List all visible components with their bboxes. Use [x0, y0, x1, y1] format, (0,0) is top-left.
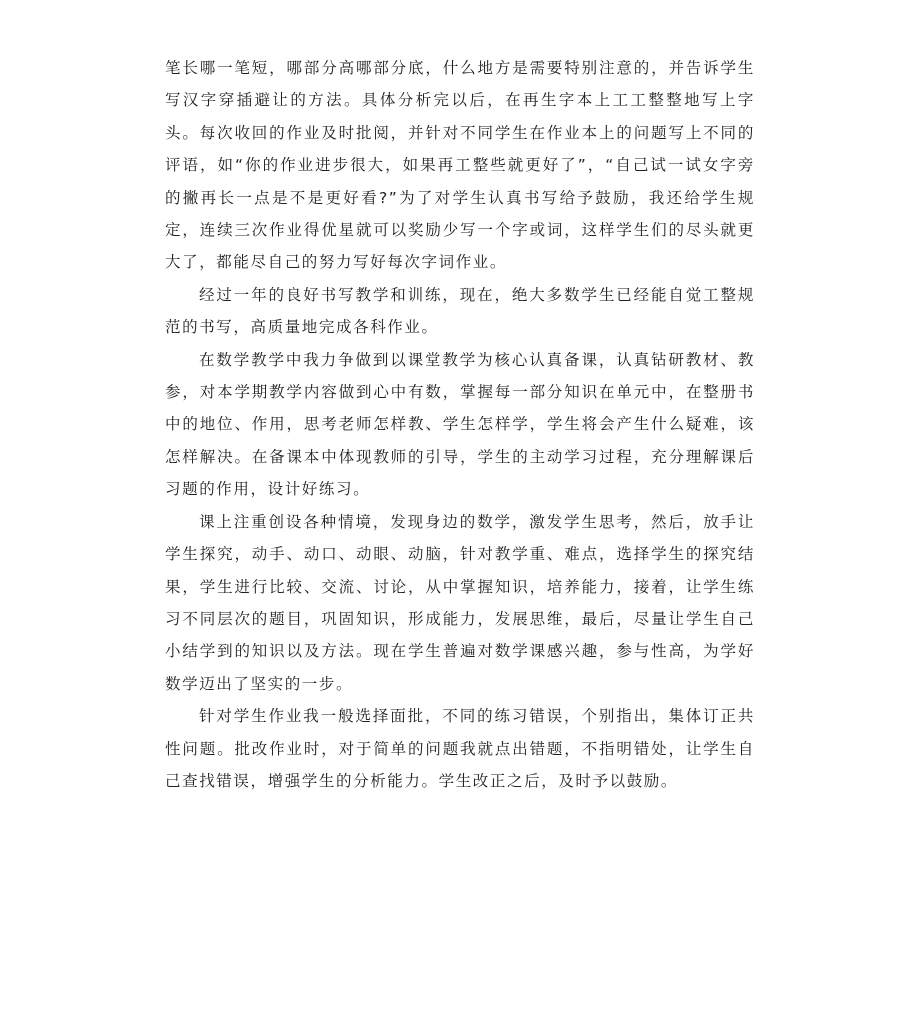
- document-body: [165, 52, 755, 797]
- paragraph-3: 在数学教学中我力争做到以课堂教学为核心认真备课，认真钻研教材、教参，对本学期教学内容做到心中有数，掌握每一部分知识在单元中，在整册书中的地位、作用，思考老师怎样教、学生怎样学，学生将会产生什么疑难，该怎样解决。在备课本中体现教师的引导，学生的主动学习过程，充分理解课后习题的作用，设计好练习。: [165, 350, 755, 499]
- paragraph-1: 笔长哪一笔短，哪部分高哪部分底，什么地方是需要特别注意的，并告诉学生写汉字穿插避让的方法。具体分析完以后，在再生字本上工工整整地写上字头。每次收回的作业及时批阅，并针对不同学生在作业本上的问题写上不同的评语，如“你的作业进步很大，如果再工整些就更好了”，“自己试一试女字旁的撇再长一点是不是更好看?”为了对学生认真书写给予鼓励，我还给学生规定，连续三次作业得优星就可以奖励少写一个字或词，这样学生们的尽头就更大了，都能尽自己的努力写好每次字词作业。: [165, 59, 755, 272]
- paragraph-5: 针对学生作业我一般选择面批，不同的练习错误，个别指出，集体订正共性问题。批改作业时，对于简单的问题我就点出错题，不指明错处，让学生自己查找错误，增强学生的分析能力。学生改正之后，及时予以鼓励。: [165, 707, 755, 790]
- paragraph-2: 经过一年的良好书写教学和训练，现在，绝大多数学生已经能自觉工整规范的书写，高质量地完成各科作业。: [165, 285, 755, 337]
- paragraph-4: 课上注重创设各种情境，发现身边的数学，激发学生思考，然后，放手让学生探究，动手、动口、动眼、动脑，针对教学重、难点，选择学生的探究结果，学生进行比较、交流、讨论，从中掌握知识，培养能力，接着，让学生练习不同层次的题目，巩固知识，形成能力，发展思维，最后，尽量让学生自己小结学到的知识以及方法。现在学生普遍对数学课感兴趣，参与性高，为学好数学迈出了坚实的一步。: [165, 512, 755, 693]
